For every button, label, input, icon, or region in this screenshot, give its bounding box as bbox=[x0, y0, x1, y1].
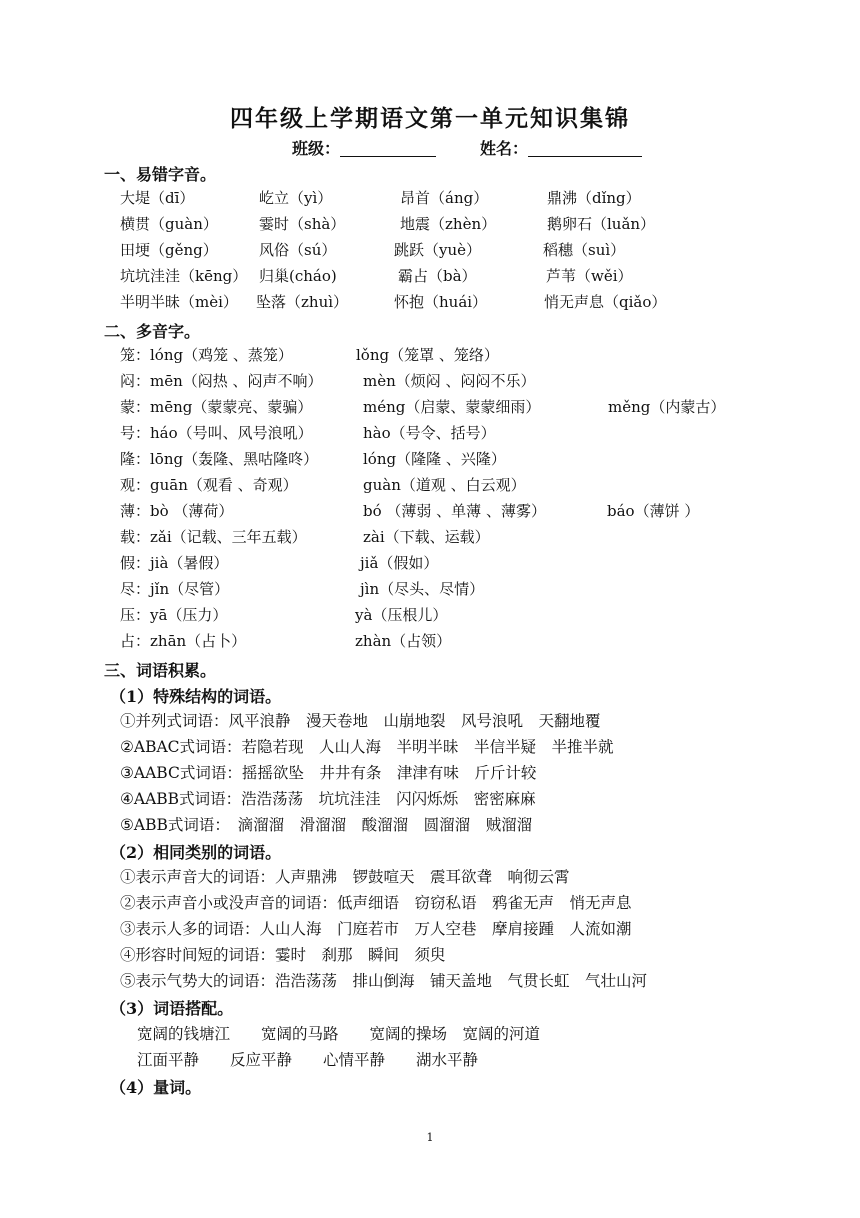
pronunciation-item: 地震（zhèn） bbox=[400, 215, 497, 233]
polyphone-reading: 占：zhān（占卜） bbox=[120, 632, 247, 650]
section-heading-polyphones: 二、多音字。 bbox=[104, 322, 201, 341]
polyphone-reading: měng（内蒙古） bbox=[608, 398, 726, 416]
polyphone-reading: méng（启蒙、蒙蒙细雨） bbox=[363, 398, 541, 416]
vocabulary-line: ④形容时间短的词语：霎时 刹那 瞬间 须臾 bbox=[120, 946, 446, 964]
subheading-special-structure: （1）特殊结构的词语。 bbox=[110, 687, 282, 706]
polyphone-reading: zài（下载、运载） bbox=[363, 528, 490, 546]
polyphone-reading: guàn（道观 、白云观） bbox=[363, 476, 526, 494]
subheading-collocation: （3）词语搭配。 bbox=[110, 999, 234, 1018]
pronunciation-item: 悄无声息（qiǎo） bbox=[544, 293, 667, 311]
student-info bbox=[292, 136, 642, 159]
polyphone-reading: jiǎ（假如） bbox=[360, 554, 439, 572]
pronunciation-item: 坠落（zhuì） bbox=[256, 293, 349, 311]
pronunciation-item: 坑坑洼洼（kēng） bbox=[120, 267, 248, 285]
polyphone-reading: 压：yā（压力） bbox=[120, 606, 228, 624]
polyphone-reading: jìn（尽头、尽情） bbox=[360, 580, 485, 598]
pronunciation-item: 鼎沸（dǐng） bbox=[547, 189, 641, 207]
vocabulary-line: ①并列式词语：风平浪静 漫天卷地 山崩地裂 风号浪吼 天翻地覆 bbox=[120, 712, 601, 730]
pronunciation-item: 稻穗（suì） bbox=[543, 241, 626, 259]
section-heading-vocabulary: 三、词语积累。 bbox=[104, 661, 217, 680]
pronunciation-item: 屹立（yì） bbox=[259, 189, 333, 207]
vocabulary-line: ②表示声音小或没声音的词语：低声细语 窃窃私语 鸦雀无声 悄无声息 bbox=[120, 894, 632, 912]
polyphone-reading: 隆：lōng（轰隆、黑咕隆咚） bbox=[120, 450, 319, 468]
polyphone-reading: hào（号令、括号） bbox=[363, 424, 496, 442]
pronunciation-item: 霎时（shà） bbox=[259, 215, 346, 233]
section-heading-pronunciation: 一、易错字音。 bbox=[104, 165, 217, 184]
polyphone-reading: 假：jià（暑假） bbox=[120, 554, 229, 572]
polyphone-reading: 号：háo（号叫、风号浪吼） bbox=[120, 424, 313, 442]
subheading-measure-words: （4）量词。 bbox=[110, 1078, 202, 1097]
polyphone-reading: 载：zǎi（记载、三年五载） bbox=[120, 528, 307, 546]
pronunciation-item: 霸占（bà） bbox=[398, 267, 477, 285]
vocabulary-line: ④AABB式词语：浩浩荡荡 坑坑洼洼 闪闪烁烁 密密麻麻 bbox=[120, 790, 536, 808]
polyphone-reading: 观：guān（观看 、奇观） bbox=[120, 476, 298, 494]
page-number: 1 bbox=[426, 1131, 434, 1144]
name-label: 姓名： bbox=[480, 139, 529, 158]
vocabulary-line: ③表示人多的词语：人山人海 门庭若市 万人空巷 摩肩接踵 人流如潮 bbox=[120, 920, 632, 938]
polyphone-reading: báo（薄饼 ） bbox=[607, 502, 700, 520]
subheading-same-category: （2）相同类别的词语。 bbox=[110, 843, 282, 862]
polyphone-reading: lǒng（笼罩 、笼络） bbox=[356, 346, 499, 364]
pronunciation-item: 芦苇（wěi） bbox=[546, 267, 633, 285]
vocabulary-line: ①表示声音大的词语：人声鼎沸 锣鼓喧天 震耳欲聋 响彻云霄 bbox=[120, 868, 570, 886]
polyphone-reading: 蒙：mēng（蒙蒙亮、蒙骗） bbox=[120, 398, 313, 416]
polyphone-reading: 薄：bò （薄荷） bbox=[120, 502, 234, 520]
vocabulary-line: ⑤表示气势大的词语：浩浩荡荡 排山倒海 铺天盖地 气贯长虹 气壮山河 bbox=[120, 972, 648, 990]
vocabulary-line: ③AABC式词语：摇摇欲坠 井井有条 津津有味 斤斤计较 bbox=[120, 764, 537, 782]
polyphone-reading: zhàn（占领） bbox=[355, 632, 452, 650]
pronunciation-item: 昂首（áng） bbox=[400, 189, 489, 207]
collocation-line: 江面平静 反应平静 心情平静 湖水平静 bbox=[137, 1051, 479, 1069]
vocabulary-line: ②ABAC式词语：若隐若现 人山人海 半明半昧 半信半疑 半推半就 bbox=[120, 738, 614, 756]
pronunciation-item: 归巢(cháo) bbox=[259, 267, 337, 285]
pronunciation-item: 跳跃（yuè） bbox=[394, 241, 482, 259]
class-label: 班级： bbox=[292, 139, 341, 158]
page-title: 四年级上学期语文第一单元知识集锦 bbox=[230, 105, 630, 132]
polyphone-reading: bó （薄弱 、单薄 、薄雾） bbox=[363, 502, 546, 520]
vocabulary-line: ⑤ABB式词语： 滴溜溜 滑溜溜 酸溜溜 圆溜溜 贼溜溜 bbox=[120, 816, 533, 834]
polyphone-reading: yà（压根儿） bbox=[355, 606, 448, 624]
polyphone-reading: 闷：mēn（闷热 、闷声不响） bbox=[120, 372, 323, 390]
pronunciation-item: 田埂（gěng） bbox=[120, 241, 218, 259]
class-blank[interactable] bbox=[340, 140, 436, 157]
collocation-line: 宽阔的钱塘江 宽阔的马路 宽阔的操场 宽阔的河道 bbox=[137, 1025, 541, 1043]
pronunciation-item: 鹅卵石（luǎn） bbox=[547, 215, 656, 233]
polyphone-reading: 尽：jǐn（尽管） bbox=[120, 580, 230, 598]
pronunciation-item: 风俗（sú） bbox=[259, 241, 337, 259]
polyphone-reading: 笼：lóng（鸡笼 、蒸笼） bbox=[120, 346, 293, 364]
pronunciation-item: 大堤（dī） bbox=[120, 189, 195, 207]
polyphone-reading: lóng（隆隆 、兴隆） bbox=[363, 450, 506, 468]
pronunciation-item: 怀抱（huái） bbox=[394, 293, 488, 311]
name-blank[interactable] bbox=[528, 140, 642, 157]
polyphone-reading: mèn（烦闷 、闷闷不乐） bbox=[363, 372, 536, 390]
pronunciation-item: 横贯（guàn） bbox=[120, 215, 218, 233]
pronunciation-item: 半明半昧（mèi） bbox=[120, 293, 238, 311]
